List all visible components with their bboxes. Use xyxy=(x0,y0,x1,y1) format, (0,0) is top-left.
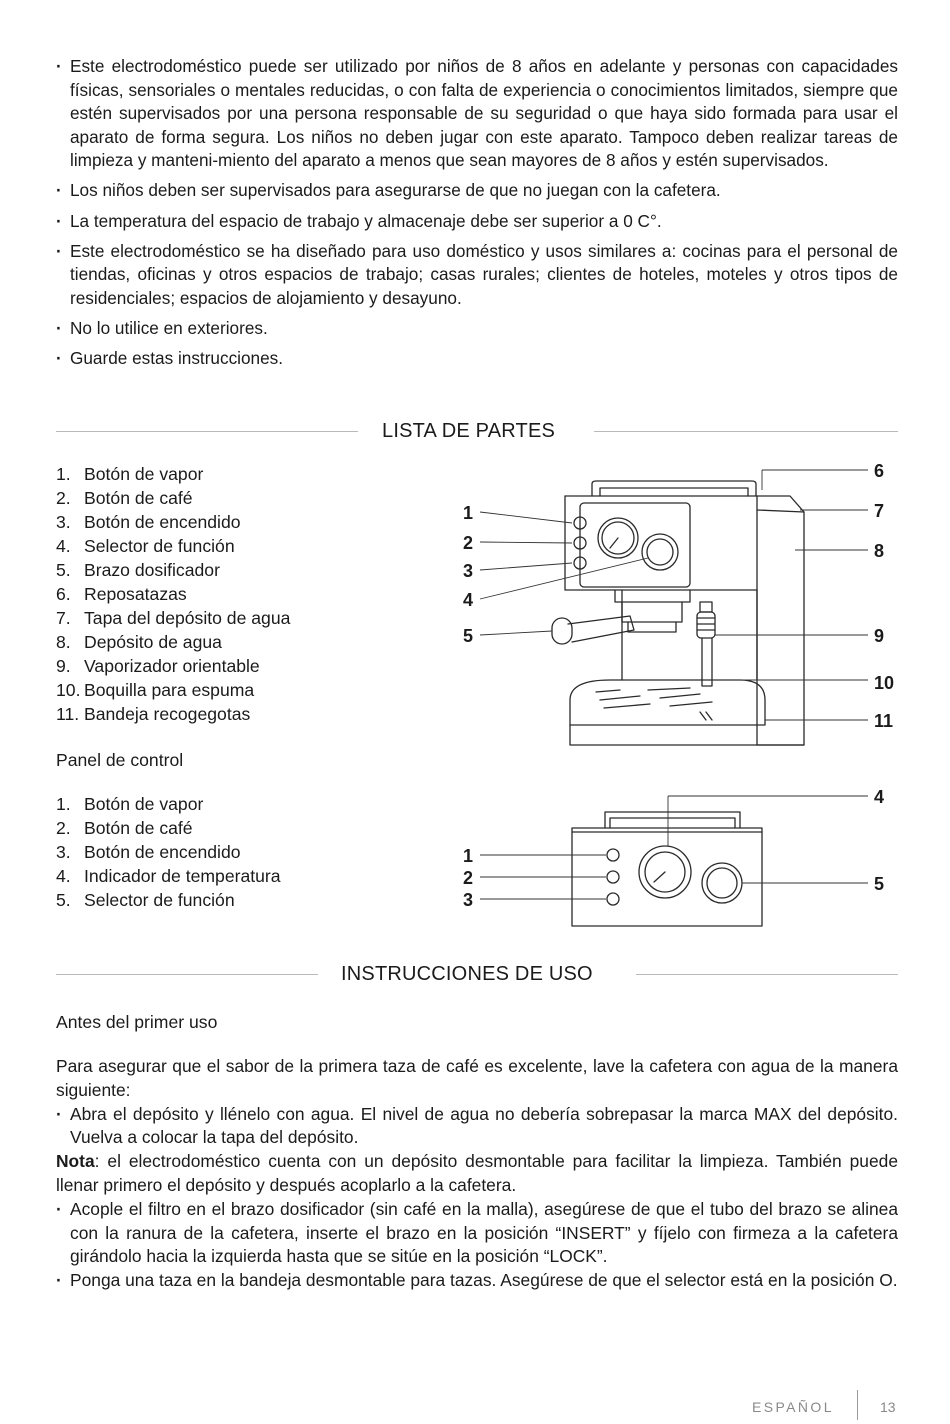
list-item: 4. Indicador de temperatura xyxy=(56,866,281,886)
callout-steam-button: 1 xyxy=(463,503,474,523)
list-item: 11. Bandeja recogegotas xyxy=(56,704,251,724)
callout-panel-gauge: 4 xyxy=(874,787,885,807)
callout-function-selector: 4 xyxy=(463,590,474,610)
list-item: 3. Botón de encendido xyxy=(56,842,241,862)
note-paragraph xyxy=(56,1150,898,1198)
callout-power-button: 3 xyxy=(463,561,474,581)
list-item: 6. Reposatazas xyxy=(56,584,187,604)
note-label: Nota xyxy=(56,1151,95,1172)
callout-froth-nozzle: 10 xyxy=(874,673,895,693)
callout-panel-power: 3 xyxy=(463,890,474,910)
list-item: 1. Botón de vapor xyxy=(56,794,204,814)
step-place-cup: · Ponga una taza en la bandeja desmontable para tazas. Asegúrese de que el selector está en la posición O. xyxy=(56,1269,898,1293)
list-item: 3. Botón de encendido xyxy=(56,512,241,532)
control-panel-title: Panel de control xyxy=(56,750,184,770)
instructions-section-header xyxy=(56,962,898,986)
warning-item: · Este electrodoméstico se ha diseñado para uso doméstico y usos similares a: cocinas para el personal de tiendas, oficinas y otros espacios de trabajo; casas rurales; clientes de hoteles, moteles y otros tipos de residenciales; espacios de alojamiento y desayuno. xyxy=(56,240,898,311)
callout-coffee-button: 2 xyxy=(463,533,474,553)
warning-item: · Los niños deben ser supervisados para asegurarse de que no juegan con la cafetera. xyxy=(56,179,898,203)
instructions-body xyxy=(56,1055,898,1293)
list-item: 8. Depósito de agua xyxy=(56,632,222,652)
callout-portafilter: 5 xyxy=(463,626,474,646)
footer-divider xyxy=(857,1390,858,1420)
note-text: : el electrodoméstico cuenta con un depósito desmontable para facilitar la limpieza. También puede llenar primero el depósito y después acoplarlo a la cafetera. xyxy=(56,1151,898,1195)
list-item: 5. Brazo dosificador xyxy=(56,560,220,580)
list-item: 10. Boquilla para espuma xyxy=(56,680,255,700)
footer-language: ESPAÑOL xyxy=(752,1399,834,1415)
callout-panel-coffee: 2 xyxy=(463,868,474,888)
warning-item: · Este electrodoméstico puede ser utilizado por niños de 8 años en adelante y personas con capacidades físicas, sensoriales o mentales reducidas, o con falta de experiencia o conocimientos limitados, siempre que estén supervisados por una persona responsable de su seguridad o que haya sido formada para usar el aparato de forma segura. Los niños no deben jugar con este aparato. Tampoco deben realizar tareas de limpieza y manteni-miento del aparato a menos que sean mayores de 8 años y estén supervisados. xyxy=(56,55,898,173)
list-item: 9. Vaporizador orientable xyxy=(56,656,260,676)
list-item: 7. Tapa del depósito de agua xyxy=(56,608,291,628)
callout-panel-steam: 1 xyxy=(463,846,474,866)
first-use-heading: Antes del primer uso xyxy=(56,1012,218,1032)
step-fill-tank: · Abra el depósito y llénelo con agua. El nivel de agua no debería sobrepasar la marca MAX del depósito. Vuelva a colocar la tapa del depósito. xyxy=(56,1103,898,1151)
callout-steam-wand: 9 xyxy=(874,626,885,646)
instructions-section-title: INSTRUCCIONES DE USO xyxy=(341,963,593,985)
warning-item: · La temperatura del espacio de trabajo y almacenaje debe ser superior a 0 C°. xyxy=(56,210,898,234)
callout-tank-lid: 7 xyxy=(874,501,885,521)
callout-panel-selector: 5 xyxy=(874,874,885,894)
list-item: 1. Botón de vapor xyxy=(56,464,204,484)
callout-cup-warmer: 6 xyxy=(874,461,885,481)
parts-section-title: LISTA DE PARTES xyxy=(382,420,556,442)
callout-drip-tray: 11 xyxy=(874,711,894,731)
warning-item: · Guarde estas instrucciones. xyxy=(56,347,898,371)
section-divider xyxy=(636,974,898,975)
intro-paragraph: Para asegurar que el sabor de la primera taza de café es excelente, lave la cafetera con agua de la manera siguiente: xyxy=(56,1056,898,1100)
page-number: 13 xyxy=(880,1399,896,1415)
list-item: 4. Selector de función xyxy=(56,536,235,556)
list-item: 5. Selector de función xyxy=(56,890,235,910)
warning-item: · No lo utilice en exteriores. xyxy=(56,317,898,341)
section-divider xyxy=(56,974,318,975)
list-item: 2. Botón de café xyxy=(56,818,193,838)
step-attach-filter: · Acople el filtro en el brazo dosificador (sin café en la malla), asegúrese de que el tubo del brazo se alinea con la ranura de la cafetera, inserte el brazo en la posición “INSERT” y fíjelo con firmeza a la cafetera girándolo hacia la izquierda hasta que se sitúe en la posición “LOCK”. xyxy=(56,1198,898,1269)
callout-water-tank: 8 xyxy=(874,541,885,561)
list-item: 2. Botón de café xyxy=(56,488,193,508)
